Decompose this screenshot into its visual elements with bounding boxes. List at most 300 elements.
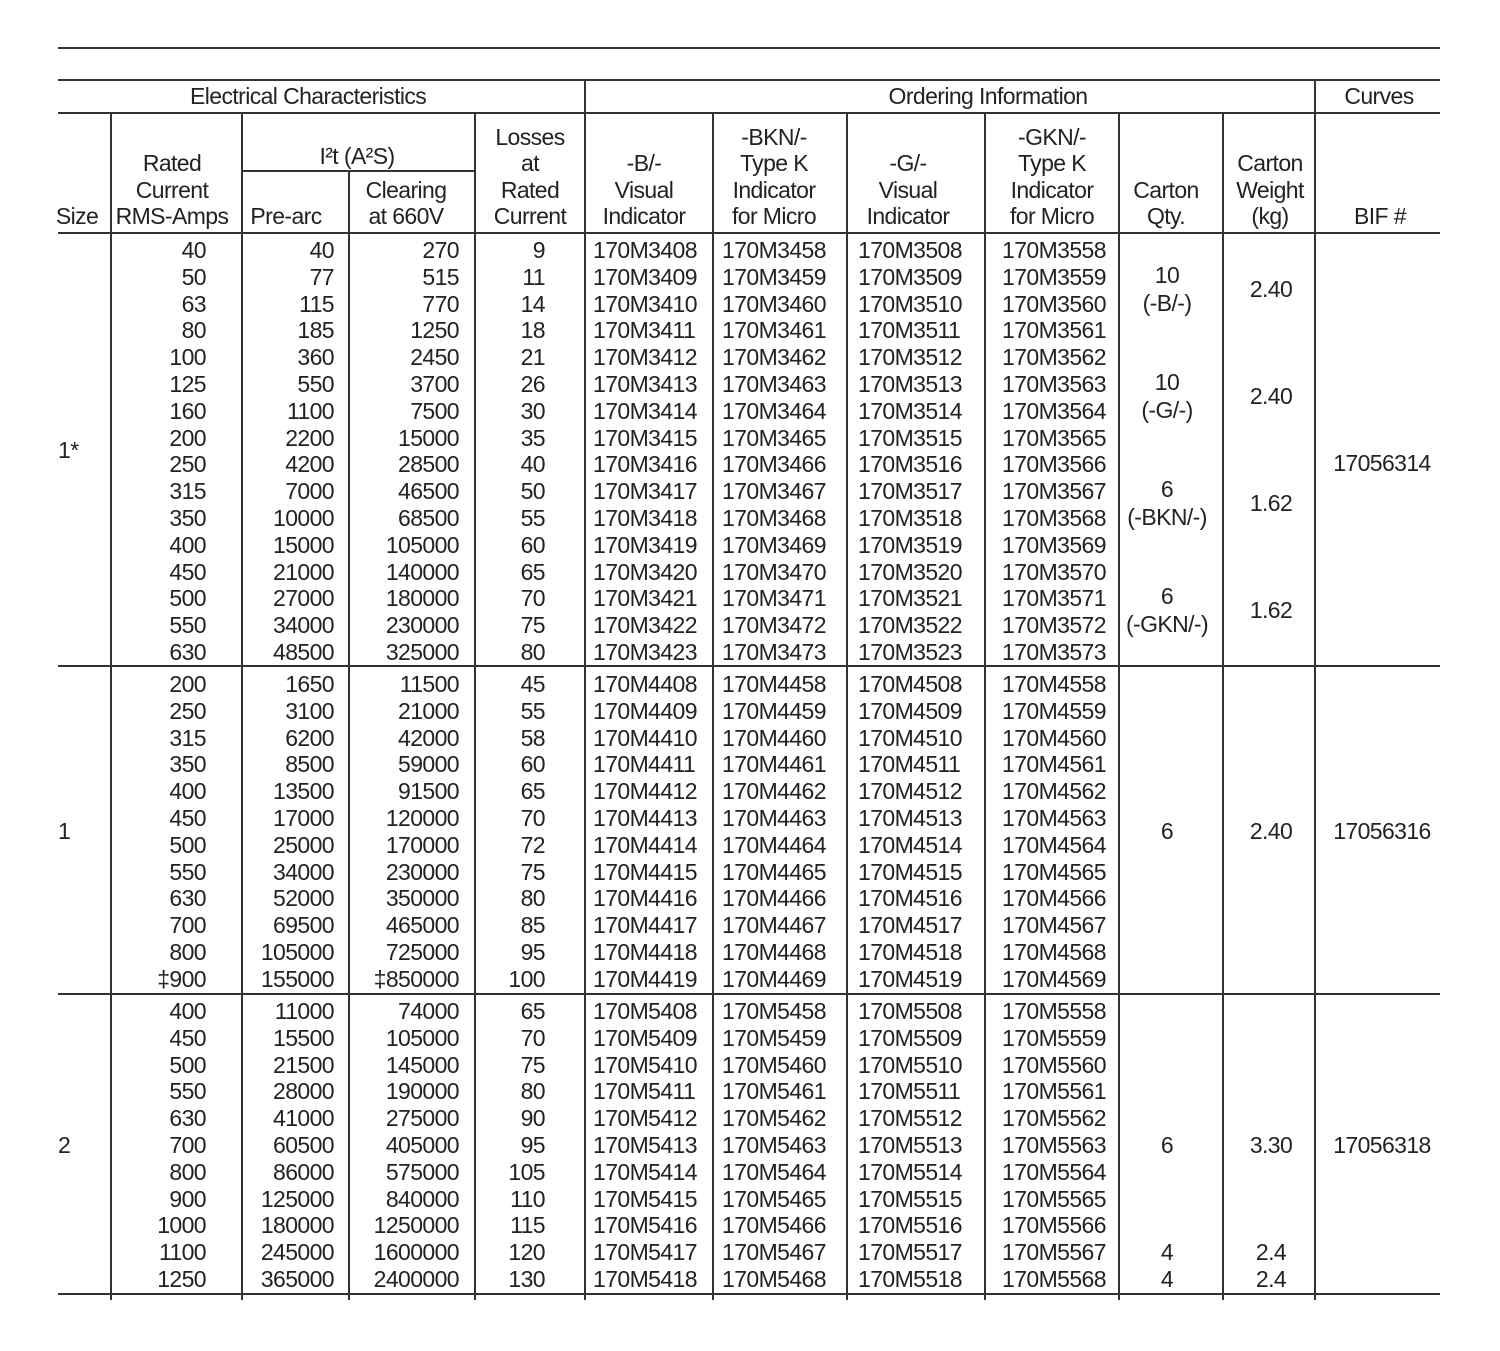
g-part-cell: 170M5514 [858,1158,962,1185]
g-part-cell: 170M5516 [858,1212,962,1239]
carton-weight-value: 2.40 [1249,818,1293,845]
bkn-part-cell: 170M3464 [722,397,826,424]
gkn-part-cell: 170M4558 [1002,671,1106,697]
prearc-cell: 8500 [285,751,334,778]
losses-cell: 105 [508,1158,545,1185]
g-part-cell: 170M4512 [858,778,962,805]
rated-current-cell: 900 [169,1185,206,1212]
clearing-cell: 1600000 [373,1239,459,1266]
rated-current-cell: 40 [181,237,206,263]
b-part-cell: 170M3413 [593,371,697,397]
g-part-cell: 170M3511 [858,317,961,344]
clearing-cell: 2400000 [373,1266,459,1292]
losses-cell: 18 [520,317,545,344]
clearing-cell: 145000 [385,1051,459,1078]
rated-current-cell: 700 [169,1132,206,1158]
g-part-cell: 170M4517 [858,912,962,939]
losses-cell: 75 [520,612,545,639]
gkn-part-cell: 170M3566 [1002,451,1106,478]
clearing-cell: 350000 [385,885,459,912]
bkn-part-cell: 170M3460 [722,290,826,317]
gkn-indicator-header-line-3: for Micro [1009,203,1095,229]
carton-qty-note: (-GKN/-) [1125,611,1209,637]
gkn-part-cell: 170M3565 [1002,424,1106,451]
rated-current-cell: 1000 [157,1212,206,1239]
i2t-heading: I²t (A²S) [319,143,395,169]
losses-cell: 75 [520,858,545,885]
clearing-cell: 840000 [385,1185,459,1212]
losses-cell: 60 [520,751,545,778]
g-part-cell: 170M3510 [858,290,962,317]
g-part-cell: 170M3509 [858,263,962,290]
b-part-cell: 170M4413 [593,805,697,831]
prearc-cell: 6200 [285,724,334,751]
b-part-cell: 170M5408 [593,998,697,1024]
bkn-part-cell: 170M5460 [722,1051,826,1078]
b-part-cell: 170M4416 [593,885,697,912]
gkn-part-cell: 170M4562 [1002,778,1106,805]
losses-cell: 55 [520,697,545,724]
losses-cell: 85 [520,912,545,939]
losses-cell: 70 [520,1024,545,1051]
carton-qty-value: 4 [1160,1266,1174,1292]
ordering-information-heading: Ordering Information [888,83,1088,109]
rated-current-cell: 250 [169,697,206,724]
bkn-part-cell: 170M4468 [722,939,826,965]
g-part-cell: 170M3514 [858,397,962,424]
bkn-part-cell: 170M3473 [722,639,826,665]
g-part-cell: 170M5515 [858,1185,962,1212]
g-indicator-header-line-2: Indicator [866,203,950,229]
carton-qty-header-line-0: Carton [1133,176,1199,203]
b-part-cell: 170M5412 [593,1105,697,1132]
prearc-cell: 40 [309,237,334,263]
clearing-cell: 270 [422,237,459,263]
b-part-cell: 170M3423 [593,639,697,665]
g-part-cell: 170M4514 [858,831,962,858]
losses-cell: 65 [520,558,545,585]
prearc-cell: 105000 [260,939,334,965]
losses-cell: 35 [520,424,545,451]
clearing-cell: 190000 [385,1078,459,1105]
prearc-cell: 21500 [273,1051,334,1078]
rated-current-cell: 630 [169,1105,206,1132]
carton-weight-value: 2.40 [1249,276,1293,302]
prearc-cell: 245000 [260,1239,334,1266]
b-part-cell: 170M4418 [593,939,697,965]
clearing-header-line-1: at 660V [368,203,444,229]
rated-current-cell: 350 [169,505,206,531]
g-indicator-header-line-0: -G/- [889,150,927,176]
bkn-part-cell: 170M4459 [722,697,826,724]
b-part-cell: 170M4412 [593,778,697,805]
b-part-cell: 170M5410 [593,1051,697,1078]
bkn-part-cell: 170M5461 [722,1078,826,1105]
carton-qty-value: 6 [1160,476,1174,502]
gkn-part-cell: 170M3563 [1002,371,1106,397]
bkn-part-cell: 170M4466 [722,885,826,912]
b-part-cell: 170M5416 [593,1212,697,1239]
losses-cell: 72 [520,831,545,858]
losses-cell: 65 [520,998,545,1024]
prearc-cell: 180000 [260,1212,334,1239]
prearc-cell: 7000 [285,478,334,505]
bkn-part-cell: 170M3459 [722,263,826,290]
gkn-part-cell: 170M4561 [1002,751,1106,778]
bkn-part-cell: 170M4458 [722,671,826,697]
rated-current-cell: 100 [169,344,206,371]
size-column-header: Size [55,203,99,229]
clearing-cell: 230000 [385,612,459,639]
rated-current-cell: 400 [169,998,206,1024]
curves-divider [1314,80,1316,1300]
bkn-part-cell: 170M5459 [722,1024,826,1051]
losses-cell: 90 [520,1105,545,1132]
gkn-part-cell: 170M5562 [1002,1105,1106,1132]
column-divider-5 [984,112,986,1300]
g-part-cell: 170M3519 [858,531,962,558]
losses-cell: 9 [532,237,545,263]
b-part-cell: 170M5415 [593,1185,697,1212]
carton-weight-header-line-0: Carton [1237,150,1303,176]
bkn-part-cell: 170M5463 [722,1132,826,1158]
rated-current-cell: 500 [169,585,206,612]
b-indicator-header-line-1: Visual [614,176,674,203]
losses-cell: 115 [510,1212,545,1239]
g-part-cell: 170M5508 [858,998,962,1024]
gkn-part-cell: 170M4565 [1002,858,1106,885]
losses-cell: 30 [520,397,545,424]
bkn-indicator-header-line-2: Indicator [732,176,816,203]
prearc-cell: 1100 [286,397,334,424]
g-part-cell: 170M3518 [858,505,962,531]
carton-weight-value: 1.62 [1249,490,1293,516]
b-part-cell: 170M4415 [593,858,697,885]
bkn-part-cell: 170M3471 [722,585,826,612]
rated-current-cell: 1100 [158,1239,206,1266]
prearc-cell: 360 [297,344,334,371]
carton-qty-value: 4 [1160,1239,1174,1266]
gkn-part-cell: 170M5566 [1002,1212,1106,1239]
clearing-cell: 515 [422,263,459,290]
carton-qty-value: 10 [1154,369,1180,395]
clearing-cell: 180000 [385,585,459,612]
clearing-cell: 28500 [398,451,459,478]
bkn-part-cell: 170M3469 [722,531,826,558]
losses-cell: 21 [520,344,545,371]
bkn-part-cell: 170M3465 [722,424,826,451]
rated-current-cell: ‡900 [157,965,206,992]
prearc-cell: 155000 [260,965,334,992]
carton-weight-header-line-2: (kg) [1251,203,1289,229]
g-part-cell: 170M4509 [858,697,962,724]
clearing-cell: 46500 [398,478,459,505]
b-part-cell: 170M5413 [593,1132,697,1158]
prearc-cell: 13500 [273,778,334,805]
b-part-cell: 170M4417 [593,912,697,939]
prearc-header: Pre-arc [250,203,322,229]
gkn-part-cell: 170M3564 [1002,397,1106,424]
bif-number: 17056314 [1333,450,1431,476]
clearing-cell: 170000 [385,831,459,858]
rated-current-cell: 200 [169,671,206,697]
losses-header-line-2: Rated [500,176,560,203]
clearing-cell: 1250000 [373,1212,459,1239]
clearing-cell: 105000 [385,1024,459,1051]
g-part-cell: 170M4519 [858,965,962,992]
bkn-part-cell: 170M4467 [722,912,826,939]
gkn-part-cell: 170M3567 [1002,478,1106,505]
clearing-cell: ‡850000 [373,965,459,992]
clearing-cell: 230000 [385,858,459,885]
gkn-part-cell: 170M4566 [1002,885,1106,912]
gkn-part-cell: 170M5565 [1002,1185,1106,1212]
losses-cell: 40 [520,451,545,478]
losses-cell: 11 [522,263,545,290]
b-part-cell: 170M3419 [593,531,697,558]
rated-current-cell: 63 [181,290,206,317]
column-divider-4 [846,112,848,1300]
losses-cell: 80 [520,639,545,665]
prearc-cell: 25000 [273,831,334,858]
bkn-part-cell: 170M4464 [722,831,826,858]
b-part-cell: 170M3410 [593,290,697,317]
gkn-part-cell: 170M4567 [1002,912,1106,939]
bkn-part-cell: 170M5467 [722,1239,826,1266]
prearc-cell: 185 [297,317,334,344]
b-part-cell: 170M3416 [593,451,697,478]
rated-current-cell: 550 [169,612,206,639]
rated-current-cell: 315 [169,724,206,751]
prearc-cell: 48500 [273,639,334,665]
g-part-cell: 170M3523 [858,639,962,665]
bkn-part-cell: 170M4463 [722,805,826,831]
b-part-cell: 170M3417 [593,478,697,505]
prearc-cell: 3100 [285,697,334,724]
gkn-part-cell: 170M4559 [1002,697,1106,724]
rated-current-cell: 630 [169,639,206,665]
bkn-part-cell: 170M3462 [722,344,826,371]
gkn-part-cell: 170M5564 [1002,1158,1106,1185]
b-part-cell: 170M3409 [593,263,697,290]
gkn-part-cell: 170M4560 [1002,724,1106,751]
gkn-part-cell: 170M4563 [1002,805,1106,831]
gkn-part-cell: 170M5563 [1002,1132,1106,1158]
losses-cell: 55 [520,505,545,531]
bif-header: BIF # [1354,203,1406,229]
prearc-cell: 60500 [273,1132,334,1158]
g-part-cell: 170M5510 [858,1051,962,1078]
gkn-indicator-header-line-2: Indicator [1010,176,1094,203]
g-part-cell: 170M4516 [858,885,962,912]
losses-header-line-1: at [521,150,539,176]
losses-cell: 80 [520,885,545,912]
bkn-indicator-header-line-0: -BKN/- [741,123,807,150]
rated-current-cell: 630 [169,885,206,912]
carton-qty-note: (-BKN/-) [1127,504,1207,530]
gkn-part-cell: 170M5568 [1002,1266,1106,1292]
clearing-cell: 120000 [385,805,459,831]
prearc-cell: 52000 [273,885,334,912]
header-rule [58,79,1440,81]
g-indicator-header-line-1: Visual [878,176,938,203]
losses-cell: 50 [520,478,545,505]
column-header-rule [58,232,1440,234]
bif-number: 17056316 [1333,818,1431,845]
losses-cell: 75 [520,1051,545,1078]
rated-current-cell: 800 [169,939,206,965]
prearc-cell: 27000 [273,585,334,612]
clearing-cell: 11500 [399,671,459,697]
prearc-cell: 41000 [273,1105,334,1132]
prearc-cell: 34000 [273,612,334,639]
g-part-cell: 170M3508 [858,237,962,263]
prearc-cell: 11000 [274,998,334,1024]
rated-current-cell: 550 [169,1078,206,1105]
rated-current-cell: 450 [169,558,206,585]
losses-cell: 26 [520,371,545,397]
size-label: 2 [58,1132,71,1158]
clearing-cell: 405000 [385,1132,459,1158]
clearing-cell: 68500 [398,505,459,531]
losses-cell: 45 [520,671,545,697]
bkn-part-cell: 170M5468 [722,1266,826,1292]
bkn-part-cell: 170M5465 [722,1185,826,1212]
g-part-cell: 170M3522 [858,612,962,639]
b-part-cell: 170M3414 [593,397,697,424]
carton-weight-value: 1.62 [1249,597,1293,623]
gkn-part-cell: 170M3573 [1002,639,1106,665]
bkn-part-cell: 170M4462 [722,778,826,805]
bkn-part-cell: 170M3468 [722,505,826,531]
carton-qty-note: (-B/-) [1142,290,1192,316]
b-part-cell: 170M5414 [593,1158,697,1185]
prearc-cell: 115 [299,290,334,317]
prearc-cell: 17000 [273,805,334,831]
clearing-cell: 140000 [385,558,459,585]
carton-weight-header-line-1: Weight [1236,176,1304,203]
carton-weight-value: 2.4 [1255,1239,1287,1266]
losses-cell: 95 [520,939,545,965]
carton-qty-value: 10 [1154,262,1180,288]
b-part-cell: 170M4409 [593,697,697,724]
b-part-cell: 170M4419 [593,965,697,992]
prearc-cell: 15000 [273,531,334,558]
prearc-cell: 34000 [273,858,334,885]
losses-cell: 120 [508,1239,545,1266]
gkn-part-cell: 170M4569 [1002,965,1106,992]
b-part-cell: 170M3420 [593,558,697,585]
gkn-part-cell: 170M5559 [1002,1024,1106,1051]
b-part-cell: 170M4410 [593,724,697,751]
carton-qty-header-line-1: Qty. [1146,203,1186,229]
gkn-part-cell: 170M5558 [1002,998,1106,1024]
rated-current-cell: 350 [169,751,206,778]
losses-cell: 110 [510,1185,545,1212]
rated-current-cell: 550 [169,858,206,885]
bottom-rule [58,1293,1440,1295]
g-part-cell: 170M5512 [858,1105,962,1132]
carton-qty-value: 6 [1160,818,1174,845]
losses-cell: 58 [520,724,545,751]
bkn-part-cell: 170M5464 [722,1158,826,1185]
bkn-part-cell: 170M4461 [722,751,826,778]
carton-qty-note: (-G/-) [1141,397,1193,423]
bkn-indicator-header-line-1: Type K [740,150,808,176]
bkn-part-cell: 170M4469 [722,965,826,992]
rated-current-cell: 450 [169,805,206,831]
losses-header-line-0: Losses [495,123,565,150]
carton-qty-value: 6 [1160,583,1174,609]
rated-current-cell: 160 [169,397,206,424]
losses-cell: 14 [520,290,545,317]
prearc-cell: 15500 [273,1024,334,1051]
rated-current-cell: 400 [169,778,206,805]
g-part-cell: 170M5511 [858,1078,961,1105]
gkn-part-cell: 170M5561 [1002,1078,1106,1105]
b-part-cell: 170M4414 [593,831,697,858]
b-part-cell: 170M5411 [593,1078,696,1105]
bkn-part-cell: 170M4460 [722,724,826,751]
gkn-part-cell: 170M3568 [1002,505,1106,531]
g-part-cell: 170M4515 [858,858,962,885]
gkn-indicator-header-line-0: -GKN/- [1018,123,1086,150]
prearc-cell: 550 [297,371,334,397]
g-part-cell: 170M5517 [858,1239,962,1266]
g-part-cell: 170M4510 [858,724,962,751]
clearing-cell: 2450 [410,344,459,371]
losses-cell: 95 [520,1132,545,1158]
clearing-cell: 59000 [398,751,459,778]
carton-qty-value: 6 [1160,1132,1174,1158]
bkn-part-cell: 170M3470 [722,558,826,585]
rated-current-cell: 80 [181,317,206,344]
losses-cell: 65 [520,778,545,805]
g-part-cell: 170M4513 [858,805,962,831]
carton-weight-value: 2.40 [1249,383,1293,409]
rated-current-cell: 200 [169,424,206,451]
gkn-part-cell: 170M3558 [1002,237,1106,263]
clearing-cell: 15000 [398,424,459,451]
rated-current-cell: 315 [169,478,206,505]
clearing-cell: 1250 [410,317,459,344]
bkn-part-cell: 170M5466 [722,1212,826,1239]
clearing-cell: 21000 [398,697,459,724]
rated-current-cell: 400 [169,531,206,558]
clearing-cell: 325000 [385,639,459,665]
g-part-cell: 170M3515 [858,424,962,451]
clearing-cell: 91500 [398,778,459,805]
prearc-cell: 365000 [260,1266,334,1292]
column-divider-3 [712,112,714,1300]
gkn-part-cell: 170M3572 [1002,612,1106,639]
gkn-part-cell: 170M3569 [1002,531,1106,558]
curves-heading: Curves [1344,83,1414,109]
rated-current-header-line-2: RMS-Amps [115,203,229,229]
clearing-header-line-0: Clearing [365,176,447,203]
b-part-cell: 170M5417 [593,1239,697,1266]
g-part-cell: 170M5513 [858,1132,962,1158]
losses-cell: 130 [508,1266,545,1292]
g-part-cell: 170M4518 [858,939,962,965]
g-part-cell: 170M4511 [858,751,961,778]
prearc-cell: 2200 [285,424,334,451]
gkn-part-cell: 170M3562 [1002,344,1106,371]
bkn-part-cell: 170M3472 [722,612,826,639]
losses-cell: 60 [520,531,545,558]
gkn-part-cell: 170M3571 [1002,585,1106,612]
clearing-cell: 770 [422,290,459,317]
